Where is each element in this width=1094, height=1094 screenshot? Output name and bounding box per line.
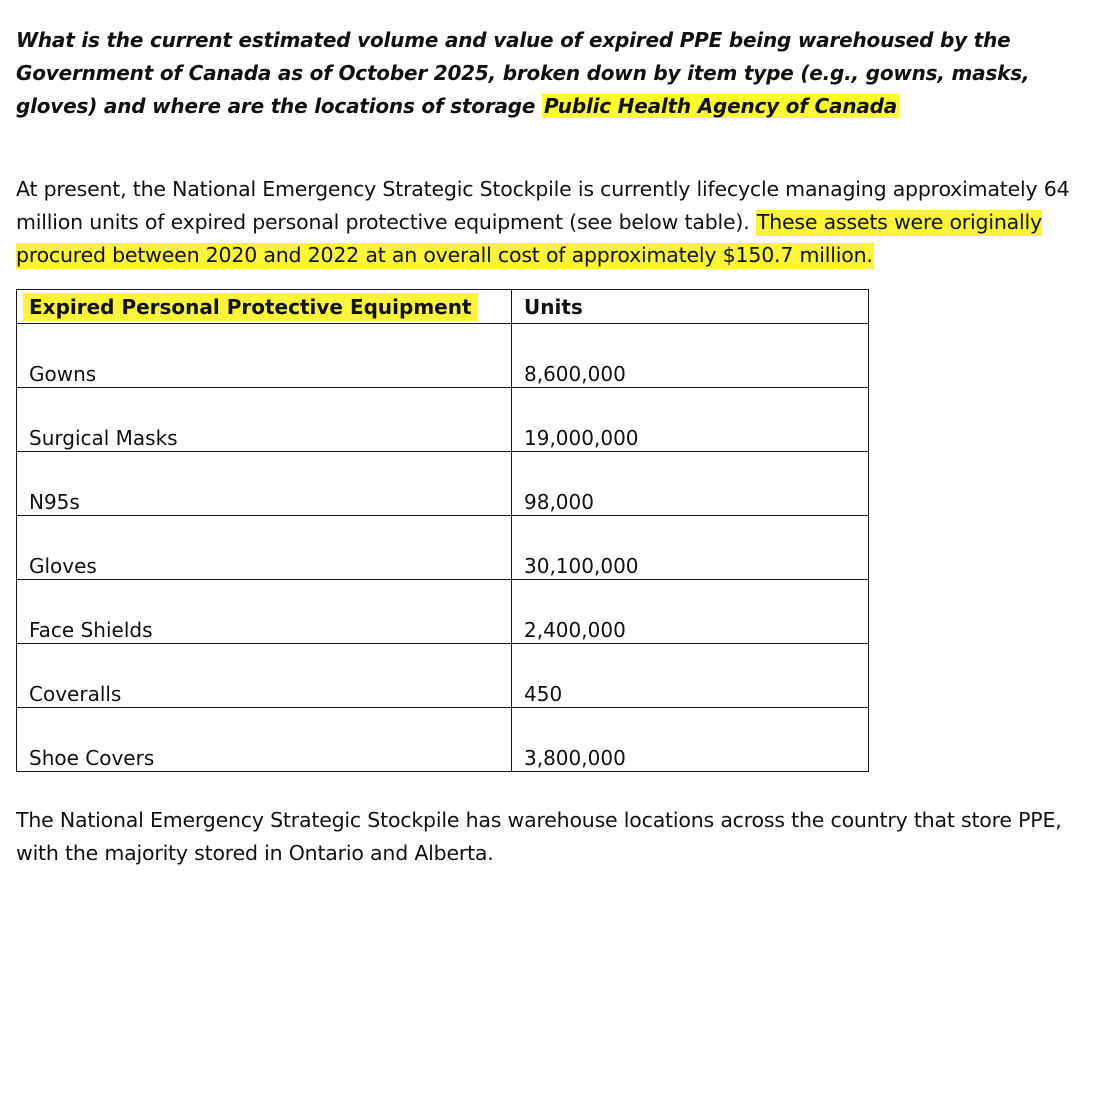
item-cell: Surgical Masks [17,388,512,452]
table-row [17,516,869,580]
ppe-table [16,289,869,772]
units-cell: 3,800,000 [512,708,869,772]
table-row [17,388,869,452]
units-cell: 450 [512,644,869,708]
item-cell: N95s [17,452,512,516]
table-row [17,324,869,388]
units-cell: 98,000 [512,452,869,516]
question-paragraph [16,24,1086,123]
closing-paragraph: The National Emergency Strategic Stockpile has warehouse locations across the country that store PPE, with the majority stored in Ontario and Alberta. [16,808,1062,865]
table-row [17,452,869,516]
item-cell: Coveralls [17,644,512,708]
header-item-label: Expired Personal Protective Equipment [23,293,478,321]
units-cell: 8,600,000 [512,324,869,388]
department-highlight: Public Health Agency of Canada [544,94,898,118]
answer-highlight: These assets were originally procured between 2020 and 2022 at an overall cost of approximately $150.7 million. [16,210,1042,267]
item-cell: Gloves [17,516,512,580]
header-units: Units [512,290,869,324]
answer-paragraph [16,173,1086,272]
table-row [17,708,869,772]
header-item [17,290,512,324]
units-cell: 30,100,000 [512,516,869,580]
table-row [17,644,869,708]
item-cell: Gowns [17,324,512,388]
table-header-row [17,290,869,324]
question-text: What is the current estimated volume and value of expired PPE being warehoused by the Government of Canada as of October 2025, broken down by item type (e.g., gowns, masks, gloves) and where are the locations of storage [16,28,1030,118]
document-page [16,24,1086,870]
units-cell: 19,000,000 [512,388,869,452]
table-row [17,580,869,644]
item-cell: Face Shields [17,580,512,644]
units-cell: 2,400,000 [512,580,869,644]
answer-intro: At present, the National Emergency Strategic Stockpile is currently lifecycle managing approximately 64 million units of expired personal protective equipment (see below table). [16,177,1070,234]
item-cell: Shoe Covers [17,708,512,772]
